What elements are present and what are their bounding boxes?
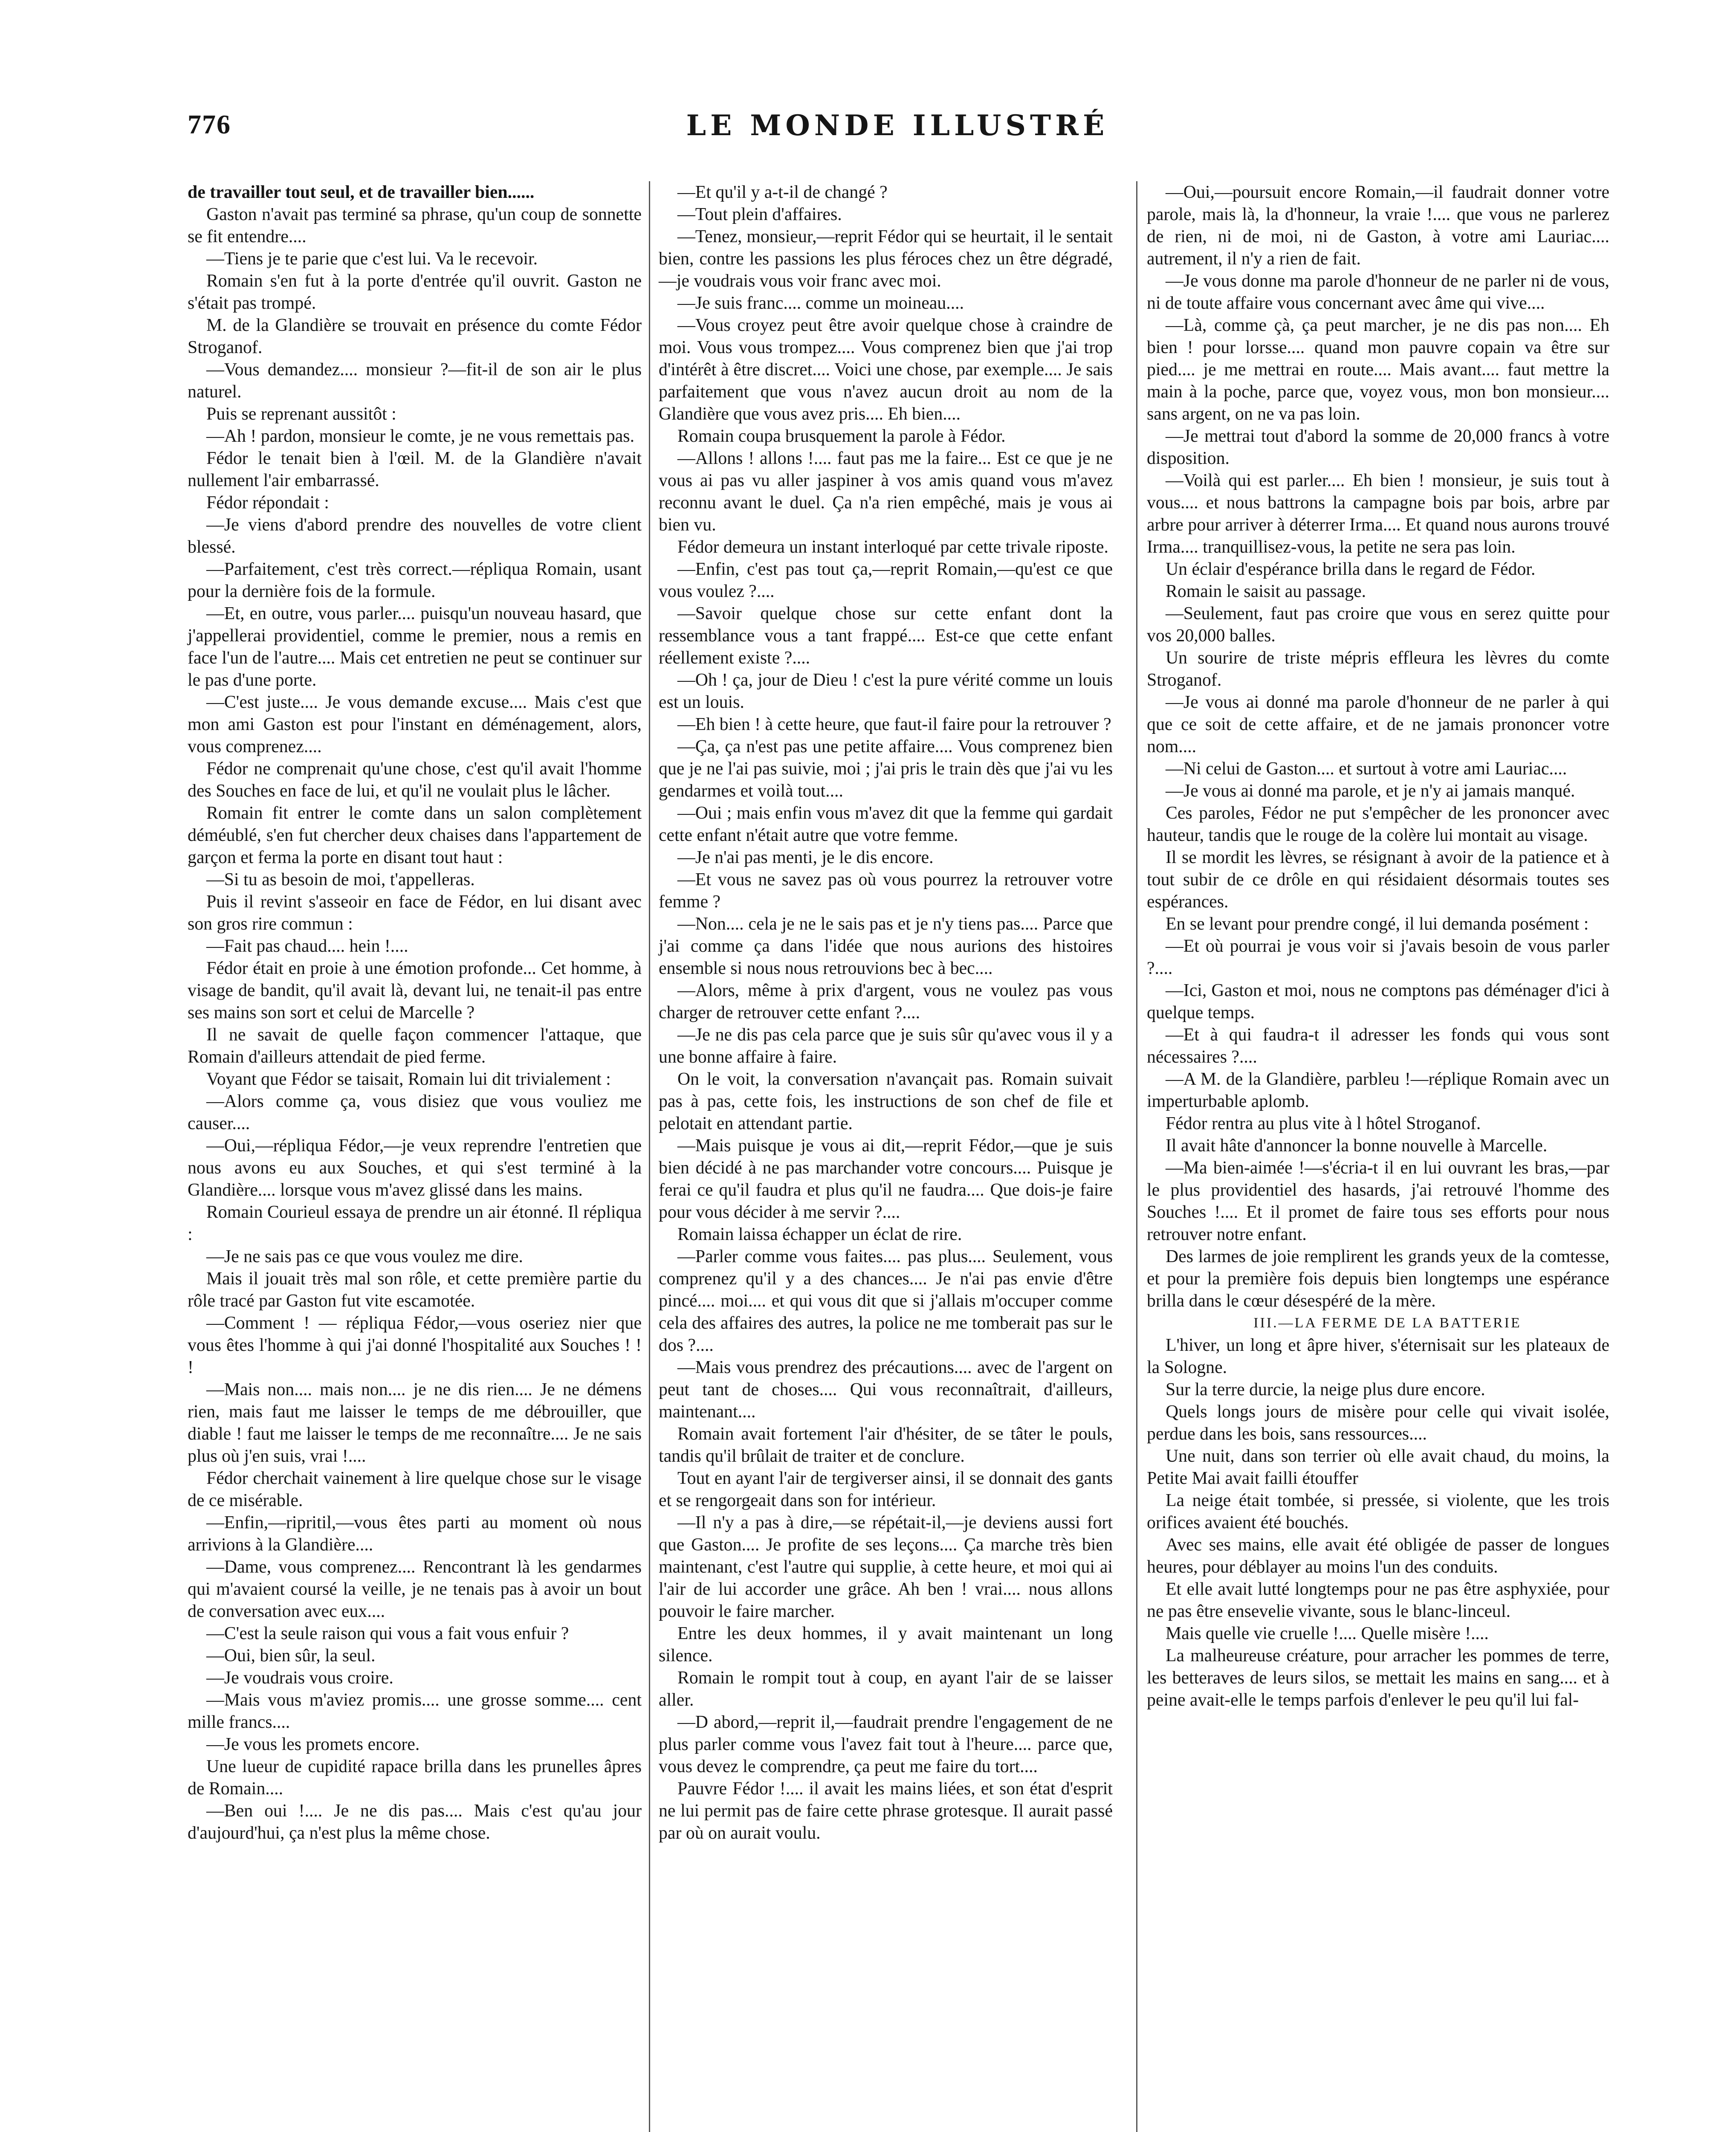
paragraph: de travailler tout seul, et de travailler bien...... — [188, 182, 535, 202]
paragraph: Romain s'en fut à la porte d'entrée qu'il ouvrit. Gaston ne s'était pas trompé. — [188, 271, 642, 313]
paragraph: La malheureuse créature, pour arracher les pommes de terre, les betteraves de leurs silos, se mettait les mains en sang.... et à peine avait-elle le temps parfois d'enlever le peu qu'il lui fal- — [1147, 1646, 1609, 1710]
page-number: 776 — [188, 109, 231, 139]
paragraph: Fédor était en proie à une émotion profonde... Cet homme, à visage de bandit, qu'il avait là, devant lui, ne tenait-il pas entre ses mains son sort et celui de Marcelle ? — [188, 959, 642, 1023]
page-header — [188, 109, 1607, 143]
paragraph: —C'est juste.... Je vous demande excuse.... Mais c'est que mon ami Gaston est pour l'instant en déménagement, alors, vous comprenez.... — [188, 692, 642, 756]
paragraph: —Et où pourrai je vous voir si j'avais besoin de vous parler ?.... — [1147, 936, 1609, 978]
paragraph: Un sourire de triste mépris effleura les lèvres du comte Stroganof. — [1147, 648, 1609, 690]
paragraph: —Et à qui faudra-t il adresser les fonds qui vous sont nécessaires ?.... — [1147, 1025, 1609, 1067]
paragraph: Voyant que Fédor se taisait, Romain lui dit trivialement : — [206, 1069, 611, 1089]
paragraph: Romain Courieul essaya de prendre un air étonné. Il répliqua : — [188, 1202, 642, 1244]
paragraph: —Mais vous m'aviez promis.... une grosse somme.... cent mille francs.... — [188, 1690, 642, 1732]
paragraph: —Oui,—répliqua Fédor,—je veux reprendre l'entretien que nous avons eu aux Souches, et qui s'est terminé à la Glandière.... lorsque vous m'avez glissé dans les mains. — [188, 1136, 642, 1200]
paragraph: —Si tu as besoin de moi, t'appelleras. — [206, 870, 475, 889]
paragraph: Fédor cherchait vainement à lire quelque chose sur le visage de ce misérable. — [188, 1469, 642, 1510]
paragraph: —Je suis franc.... comme un moineau.... — [677, 293, 964, 313]
paragraph: —Je vous ai donné ma parole, et je n'y ai jamais manqué. — [1166, 781, 1575, 801]
paragraph: —Je ne sais pas ce que vous voulez me dire. — [206, 1247, 523, 1266]
paragraph: —Ni celui de Gaston.... et surtout à votre ami Lauriac.... — [1166, 759, 1567, 779]
paragraph: —Enfin, c'est pas tout ça,—reprit Romain,—qu'est ce que vous voulez ?.... — [659, 559, 1113, 601]
paragraph: —Je vous donne ma parole d'honneur de ne parler ni de vous, ni de toute affaire vous concernant avec âme qui vive.... — [1147, 271, 1609, 313]
paragraph: —Comment ! — répliqua Fédor,—vous oseriez nier que vous êtes l'homme à qui j'ai donné l'hospitalité aux Souches ! ! ! — [188, 1313, 642, 1377]
text-column-2 — [659, 181, 1113, 1844]
paragraph: Romain laissa échapper un éclat de rire. — [677, 1225, 962, 1244]
paragraph: Des larmes de joie remplirent les grands yeux de la comtesse, et pour la première fois depuis bien longtemps une espérance brilla dans le cœur désespéré de la mère. — [1147, 1247, 1609, 1311]
paragraph: Mais il jouait très mal son rôle, et cette première partie du rôle tracé par Gaston fut vite escamotée. — [188, 1269, 642, 1311]
paragraph: Fédor ne comprenait qu'une chose, c'est qu'il avait l'homme des Souches en face de lui, et qu'il ne voulait plus le lâcher. — [188, 759, 642, 801]
paragraph: Puis il revint s'asseoir en face de Fédor, en lui disant avec son gros rire commun : — [188, 892, 642, 934]
paragraph: Il avait hâte d'annoncer la bonne nouvelle à Marcelle. — [1166, 1136, 1548, 1156]
paragraph: —Il n'y a pas à dire,—se répétait-il,—je deviens aussi fort que Gaston.... Je profite de ses leçons.... Ça marche très bien maintenant, c'est l'autre qui supplie, à cette heure, et moi qui ai l'air de lui accorder une grâce. Ah ben ! vrai.... nous allons pouvoir le faire marcher. — [659, 1513, 1113, 1621]
text-column-1 — [188, 181, 642, 1844]
paragraph: —Alors, même à prix d'argent, vous ne voulez pas vous charger de retrouver cette enfant ?.... — [659, 981, 1113, 1023]
paragraph: Gaston n'avait pas terminé sa phrase, qu'un coup de sonnette se fit entendre.... — [188, 205, 642, 246]
paragraph: —Eh bien ! à cette heure, que faut-il faire pour la retrouver ? — [677, 715, 1111, 734]
paragraph: —Et qu'il y a-t-il de changé ? — [677, 182, 888, 202]
paragraph: —Tout plein d'affaires. — [677, 205, 842, 224]
paragraph: Fédor le tenait bien à l'œil. M. de la Glandière n'avait nullement l'air embarrassé. — [188, 449, 642, 490]
paragraph: Ces paroles, Fédor ne put s'empêcher de les prononcer avec hauteur, tandis que le rouge de la colère lui montait au visage. — [1147, 803, 1609, 845]
paragraph: —Mais non.... mais non.... je ne dis rien.... Je ne démens rien, mais faut me laisser le temps de me débrouiller, que diable ! faut me laisser le temps de me reconnaître.... Je ne sais plus où j'en suis, vrai !.... — [188, 1380, 642, 1466]
paragraph: —Oui,—poursuit encore Romain,—il faudrait donner votre parole, mais là, la d'honneur, la vraie !.... que vous ne parlerez de rien, ni de moi, ni de Gaston, à votre ami Lauriac.... autrement, il n'y a rien de fait. — [1147, 182, 1609, 269]
paragraph: Mais quelle vie cruelle !.... Quelle misère !.... — [1166, 1624, 1489, 1643]
paragraph: —Et, en outre, vous parler.... puisqu'un nouveau hasard, que j'appellerai providentiel, comme le premier, nous a remis en face l'un de l'autre.... Mais cet entretien ne peut se continuer sur le pas d'une porte. — [188, 604, 642, 690]
paragraph: —Je vous les promets encore. — [206, 1735, 420, 1754]
paragraph: —Vous croyez peut être avoir quelque chose à craindre de moi. Vous vous trompez.... Vous comprenez bien que j'ai trop d'intérêt à être discret.... Voici une chose, par exemple.... Je sais parfaitement que vous n'avez aucun droit au nom de la Glandière que vous avez pris.... Eh bien.... — [659, 316, 1113, 424]
paragraph: —Seulement, faut pas croire que vous en serez quitte pour vos 20,000 balles. — [1147, 604, 1609, 646]
paragraph: —Tiens je te parie que c'est lui. Va le recevoir. — [206, 249, 538, 269]
paragraph: —Enfin,—ripritil,—vous êtes parti au moment où nous arrivions à la Glandière.... — [188, 1513, 642, 1555]
column-divider — [649, 181, 650, 2132]
paragraph: Romain le rompit tout à coup, en ayant l'air de se laisser aller. — [659, 1668, 1113, 1710]
paragraph: —Ça, ça n'est pas une petite affaire.... Vous comprenez bien que je ne l'ai pas suivie, moi ; j'ai pris le train dès que j'ai vu les gendarmes et voilà tout.... — [659, 737, 1113, 801]
paragraph: Il se mordit les lèvres, se résignant à avoir de la patience et à tout subir de ce drôle en qui résidaient désormais toutes ses espérances. — [1147, 848, 1609, 912]
paragraph: —Oh ! ça, jour de Dieu ! c'est la pure vérité comme un louis est un louis. — [659, 670, 1113, 712]
paragraph: Une lueur de cupidité rapace brilla dans les prunelles âpres de Romain.... — [188, 1757, 642, 1799]
paragraph: —Ma bien-aimée !—s'écria-t il en lui ouvrant les bras,—par le plus providentiel des hasards, j'ai retrouvé l'homme des Souches !.... Et il promet de faire tous ses efforts pour nous retrouver notre enfant. — [1147, 1158, 1609, 1244]
paragraph: —Et vous ne savez pas où vous pourrez la retrouver votre femme ? — [659, 870, 1113, 912]
paragraph: Et elle avait lutté longtemps pour ne pas être asphyxiée, pour ne pas être ensevelie vivante, sous le blanc-linceul. — [1147, 1579, 1609, 1621]
paragraph: —Parfaitement, c'est très correct.—répliqua Romain, usant pour la dernière fois de la formule. — [188, 559, 642, 601]
paragraph: —Je viens d'abord prendre des nouvelles de votre client blessé. — [188, 515, 642, 557]
paragraph: L'hiver, un long et âpre hiver, s'éternisait sur les plateaux de la Sologne. — [1147, 1335, 1609, 1377]
paragraph: —D abord,—reprit il,—faudrait prendre l'engagement de ne plus parler comme vous l'avez fait tout à l'heure.... parce que, vous devez le comprendre, ça peut me faire du tort.... — [659, 1712, 1113, 1776]
paragraph: —Ben oui !.... Je ne dis pas.... Mais c'est qu'au jour d'aujourd'hui, ça n'est plus la même chose. — [188, 1801, 642, 1843]
paragraph: —Je vous ai donné ma parole d'honneur de ne parler à qui que ce soit de cette affaire, et de ne jamais prononcer votre nom.... — [1147, 692, 1609, 756]
paragraph: Pauvre Fédor !.... il avait les mains liées, et son état d'esprit ne lui permit pas de faire cette phrase grotesque. Il aurait passé par où on aurait voulu. — [659, 1779, 1113, 1843]
paragraph: —Je n'ai pas menti, je le dis encore. — [677, 848, 934, 867]
paragraph: Romain coupa brusquement la parole à Fédor. — [677, 426, 1006, 446]
paragraph: Un éclair d'espérance brilla dans le regard de Fédor. — [1166, 559, 1536, 579]
paragraph: —Fait pas chaud.... hein !.... — [206, 936, 408, 956]
paragraph: —Oui ; mais enfin vous m'avez dit que la femme qui gardait cette enfant n'était autre que votre femme. — [659, 803, 1113, 845]
paragraph: —Tenez, monsieur,—reprit Fédor qui se heurtait, il le sentait bien, contre les passions les plus féroces chez un être dégradé,—je voudrais vous voir franc avec moi. — [659, 227, 1113, 291]
paragraph: Fédor demeura un instant interloqué par cette trivale riposte. — [677, 537, 1108, 557]
paragraph: —Mais vous prendrez des précautions.... avec de l'argent on peut tant de choses.... Qui vous reconnaîtrait, d'ailleurs, maintenant.... — [659, 1358, 1113, 1422]
paragraph: —Allons ! allons !.... faut pas me la faire... Est ce que je ne vous ai pas vu aller jaspiner à vos amis quand vous m'avez reconnu avant le duel. Ça n'a rien empêché, mais je vous ai bien vu. — [659, 449, 1113, 535]
paragraph: —C'est la seule raison qui vous a fait vous enfuir ? — [206, 1624, 569, 1643]
paragraph: —Non.... cela je ne le sais pas et je n'y tiens pas.... Parce que j'ai comme ça dans l'idée que nous aurions des histoires ensemble si nous nous retrouvions bec à bec.... — [659, 914, 1113, 978]
paragraph: Romain fit entrer le comte dans un salon complètement déméublé, s'en fut chercher deux chaises dans l'appartement de garçon et ferma la porte en disant tout haut : — [188, 803, 642, 867]
paragraph: On le voit, la conversation n'avançait pas. Romain suivait pas à pas, cette fois, les instructions de son chef de file et pelotait en attendant partie. — [659, 1069, 1113, 1133]
paragraph: —Alors comme ça, vous disiez que vous vouliez me causer.... — [188, 1092, 642, 1133]
paragraph: —Ah ! pardon, monsieur le comte, je ne vous remettais pas. — [206, 426, 635, 446]
paragraph: —Là, comme çà, ça peut marcher, je ne dis pas non.... Eh bien ! pour lorsse.... quand mon pauvre copain va être sur pied.... je me mettrai en route.... Mais avant.... faut mettre la main à la poche, parce que, voyez vous, mon bon monsieur.... sans argent, on ne va pas loin. — [1147, 316, 1609, 424]
paragraph: —Je mettrai tout d'abord la somme de 20,000 francs à votre disposition. — [1147, 426, 1609, 468]
paragraph: La neige était tombée, si pressée, si violente, que les trois orifices avaient été bouchés. — [1147, 1491, 1609, 1532]
paragraph: —Mais puisque je vous ai dit,—reprit Fédor,—que je suis bien décidé à ne pas marchander votre concours.... Puisque je ferai ce qu'il faudra et plus qu'il ne faudra.... Que dois-je faire pour vous décider à me servir ?.... — [659, 1136, 1113, 1222]
paragraph: —Je ne dis pas cela parce que je suis sûr qu'avec vous il y a une bonne affaire à faire. — [659, 1025, 1113, 1067]
paragraph: —Oui, bien sûr, la seul. — [206, 1646, 376, 1666]
column-divider — [1136, 181, 1137, 2132]
paragraph: Entre les deux hommes, il y avait maintenant un long silence. — [659, 1624, 1113, 1666]
paragraph: En se levant pour prendre congé, il lui demanda posément : — [1166, 914, 1589, 934]
paragraph: Une nuit, dans son terrier où elle avait chaud, du moins, la Petite Mai avait failli étouffer — [1147, 1446, 1609, 1488]
paragraph: —Vous demandez.... monsieur ?—fit-il de son air le plus naturel. — [188, 360, 642, 402]
paragraph: Fédor répondait : — [206, 493, 329, 513]
paragraph: —Parler comme vous faites.... pas plus.... Seulement, vous comprenez qu'il y a des chances.... Je n'ai pas envie d'être pincé.... moi.... et qui vous dit que si j'allais m'occuper comme cela des affaires des autres, la police ne me tomberait pas sur le dos ?.... — [659, 1247, 1113, 1355]
paragraph: Fédor rentra au plus vite à l hôtel Stroganof. — [1166, 1114, 1481, 1133]
paragraph: Il ne savait de quelle façon commencer l'attaque, que Romain d'ailleurs attendait de pied ferme. — [188, 1025, 642, 1067]
paragraph: —Je voudrais vous croire. — [206, 1668, 393, 1688]
paragraph: Tout en ayant l'air de tergiverser ainsi, il se donnait des gants et se rengorgeait dans son for intérieur. — [659, 1469, 1113, 1510]
paragraph: —Savoir quelque chose sur cette enfant dont la ressemblance vous a tant frappé.... Est-ce que cette enfant réellement existe ?.... — [659, 604, 1113, 668]
paragraph: Puis se reprenant aussitôt : — [206, 404, 396, 424]
paragraph: M. de la Glandière se trouvait en présence du comte Fédor Stroganof. — [188, 316, 642, 357]
text-column-3 — [1147, 181, 1609, 1711]
masthead-title: LE MONDE ILLUSTRÉ — [686, 109, 1109, 142]
paragraph: —A M. de la Glandière, parbleu !—réplique Romain avec un imperturbable aplomb. — [1147, 1069, 1609, 1111]
paragraph: Romain avait fortement l'air d'hésiter, de se tâter le pouls, tandis qu'il brûlait de traiter et de conclure. — [659, 1424, 1113, 1466]
paragraph: Sur la terre durcie, la neige plus dure encore. — [1166, 1380, 1485, 1399]
paragraph: —Voilà qui est parler.... Eh bien ! monsieur, je suis tout à vous.... et nous battrons la campagne bois par bois, arbre par arbre pour arriver à déterrer Irma.... Et quand nous aurons trouvé Irma.... tranquillisez-vous, la petite ne sera pas loin. — [1147, 471, 1609, 557]
section-heading: III.—LA FERME DE LA BATTERIE — [1253, 1315, 1522, 1331]
paragraph: —Dame, vous comprenez.... Rencontrant là les gendarmes qui m'avaient coursé la veille, je ne tenais pas à avoir un bout de conversation avec eux.... — [188, 1557, 642, 1621]
paragraph: Avec ses mains, elle avait été obligée de passer de longues heures, pour déblayer au moins l'un des conduits. — [1147, 1535, 1609, 1577]
paragraph: —Ici, Gaston et moi, nous ne comptons pas déménager d'ici à quelque temps. — [1147, 981, 1609, 1023]
paragraph: Romain le saisit au passage. — [1166, 582, 1366, 601]
paragraph: Quels longs jours de misère pour celle qui vivait isolée, perdue dans les bois, sans ressources.... — [1147, 1402, 1609, 1444]
